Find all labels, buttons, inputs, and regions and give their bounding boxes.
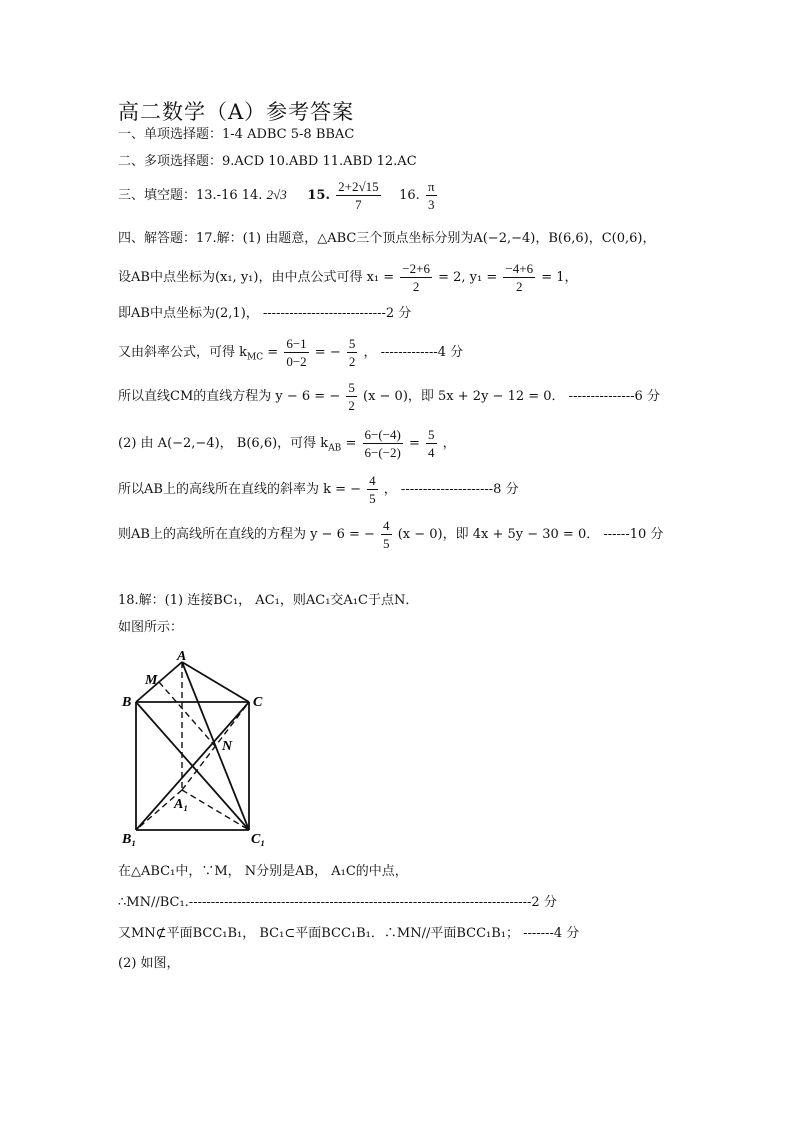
q17-l3-f1-den: 0−2 bbox=[286, 354, 307, 369]
q17-l6-fraction bbox=[367, 474, 378, 505]
fill-q16-numerator: π bbox=[427, 179, 435, 194]
q18-figure-caption: 如图所示： bbox=[118, 620, 184, 635]
q17-l1-f1-den: 2 bbox=[412, 279, 420, 294]
q17-l3-fraction-2 bbox=[347, 337, 358, 368]
q17-altitude-slope bbox=[118, 474, 519, 505]
fill-q15-numerator: 2+2√15 bbox=[338, 179, 379, 194]
q17-l7-end: (x − 0)，即 4x + 5y − 30 = 0． ------10 分 bbox=[397, 527, 664, 542]
q17-altitude-equation bbox=[118, 519, 663, 550]
q17-l5-f1-den: 6−(−2) bbox=[364, 445, 401, 460]
label-c1: C₁ bbox=[251, 832, 266, 847]
label-b1: B₁ bbox=[122, 832, 137, 847]
q17-midpoint-result: 即AB中点坐标为(2,1)， ----------------------------2 分 bbox=[118, 306, 412, 321]
q18-part-2: (2) 如图， bbox=[118, 956, 180, 971]
solve-header: 四、解答题：17.解：(1) 由题意，△ABC三个顶点坐标分别为A(−2,−4)，B(6,6)，C(0,6)， bbox=[118, 231, 656, 246]
q17-l7-text: 则AB上的高线所在直线的方程为 y − 6 = − bbox=[118, 527, 375, 542]
fill-q14: 2√3 bbox=[266, 187, 287, 202]
label-m: M bbox=[145, 673, 158, 688]
multi-choice-answers: 二、多项选择题：9.ACD 10.ABD 11.ABD 12.AC bbox=[118, 154, 417, 169]
q17-l5-fraction-1 bbox=[363, 428, 403, 459]
q17-l1-mid: = 2, y₁ = bbox=[438, 270, 498, 285]
q17-l1-fraction-1 bbox=[400, 262, 432, 293]
q17-l5-end: ， bbox=[442, 436, 456, 451]
fill-prefix: 三、填空题：13.-16 14. bbox=[118, 188, 263, 203]
q17-l3-f2-num: 5 bbox=[348, 336, 356, 351]
q18-step-1: 18.解：(1) 连接BC₁， AC₁，则AC₁交A₁C于点N． bbox=[118, 593, 419, 608]
q17-l3-sub: MC bbox=[247, 352, 264, 363]
label-n: N bbox=[222, 739, 233, 754]
q17-l1-f2-den: 2 bbox=[515, 279, 523, 294]
q18-step-3: 在△ABC₁中，∵M， N分别是AB， A₁C的中点， bbox=[118, 864, 408, 879]
label-c: C bbox=[253, 695, 263, 710]
q17-l3-text: 又由斜率公式，可得 k bbox=[118, 345, 248, 360]
q17-l3-f1-num: 6−1 bbox=[286, 336, 307, 351]
single-choice-answers: 一、单项选择题：1-4 ADBC 5-8 BBAC bbox=[118, 127, 355, 142]
q17-l3-mid: = − bbox=[314, 345, 341, 360]
fill-q15-fraction bbox=[336, 180, 380, 211]
q17-l5-sub: AB bbox=[328, 443, 342, 454]
q17-l5-f2-num: 5 bbox=[428, 427, 435, 442]
q17-l1-f2-num: −4+6 bbox=[505, 261, 534, 276]
q18-step-4: ∴MN//BC₁.------------------------------------------------------------------------------2 分 bbox=[118, 895, 557, 910]
edge-a1c1-hidden bbox=[182, 790, 249, 830]
q17-line-cm bbox=[118, 381, 660, 412]
q17-l6-den: 5 bbox=[369, 491, 376, 506]
label-b: B bbox=[122, 695, 132, 710]
q17-l7-num: 4 bbox=[383, 518, 390, 533]
q17-l1-fraction-2 bbox=[503, 262, 535, 293]
q17-part2-slope bbox=[118, 428, 456, 459]
label-a: A bbox=[177, 650, 187, 664]
q17-l5-f1-num: 6−(−4) bbox=[364, 427, 401, 442]
q17-l4-fraction bbox=[346, 381, 357, 412]
q17-l4-text: 所以直线CM的直线方程为 y − 6 = − bbox=[118, 389, 341, 404]
q17-midpoint-line bbox=[118, 262, 578, 293]
q17-l5-mid: = bbox=[408, 436, 420, 451]
fill-q16-fraction bbox=[426, 180, 437, 211]
q17-l7-fraction bbox=[381, 519, 392, 550]
q18-step-5: 又MN⊄平面BCC₁B₁， BC₁⊂平面BCC₁B₁．∴MN//平面BCC₁B₁； -------4 分 bbox=[118, 926, 580, 941]
fill-q15-label: 15. bbox=[307, 188, 330, 203]
fill-q16-denominator: 3 bbox=[428, 197, 435, 212]
q17-l5-f2-den: 4 bbox=[428, 445, 435, 460]
q17-l1-f1-num: −2+6 bbox=[402, 261, 430, 276]
q17-slope-line bbox=[118, 337, 463, 368]
q17-l1-end: = 1， bbox=[541, 270, 578, 285]
prism-figure bbox=[118, 650, 278, 850]
q17-l7-den: 5 bbox=[383, 536, 390, 551]
q17-l5-text: (2) 由 A(−2,−4)， B(6,6)，可得 k bbox=[118, 436, 329, 451]
q17-l1-text: 设AB中点坐标为(x₁, y₁)，由中点公式可得 x₁ = bbox=[118, 270, 395, 285]
q17-l3-end: ， -------------4 分 bbox=[363, 345, 464, 360]
q17-l3-fraction-1 bbox=[284, 337, 308, 368]
q17-l5-fraction-2 bbox=[426, 428, 437, 459]
q17-l3-eq: = bbox=[267, 345, 279, 360]
edge-ac bbox=[182, 662, 249, 702]
q17-l4-num: 5 bbox=[348, 380, 355, 395]
q17-l4-end: (x − 0)，即 5x + 2y − 12 = 0． ---------------6 分 bbox=[363, 389, 660, 404]
q17-l4-den: 2 bbox=[348, 398, 355, 413]
fill-q15-denominator: 7 bbox=[355, 197, 362, 212]
segment-a1c-hidden bbox=[182, 702, 249, 790]
label-a1: A₁ bbox=[174, 797, 189, 812]
q17-l5-eq: = bbox=[345, 436, 357, 451]
q17-l3-f2-den: 2 bbox=[348, 354, 356, 369]
fill-in-answers bbox=[118, 180, 439, 211]
page-title: 高二数学（A）参考答案 bbox=[118, 100, 355, 124]
q17-l6-text: 所以AB上的高线所在直线的斜率为 k = − bbox=[118, 482, 362, 497]
q17-l6-end: ， ---------------------8 分 bbox=[383, 482, 519, 497]
fill-q16-label: 16. bbox=[399, 188, 420, 203]
q17-l6-num: 4 bbox=[369, 473, 376, 488]
